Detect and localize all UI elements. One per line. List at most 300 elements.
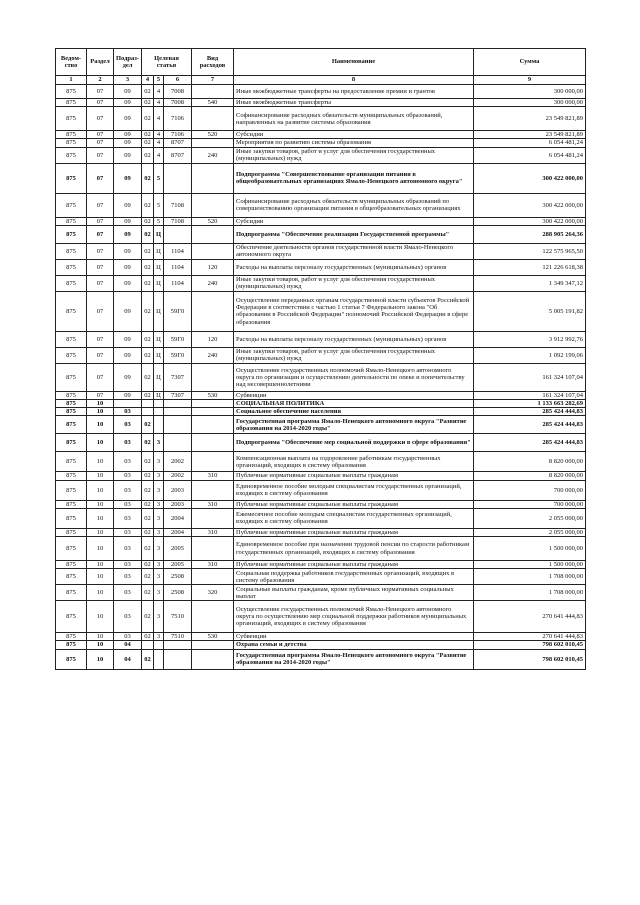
cell-subprogram-code: Ц [154, 291, 164, 331]
cell-naimenovanie: Иные межбюджетные трансферты на предоставление премии и грантов [234, 85, 474, 99]
cell-program-code: 02 [142, 225, 154, 243]
cell-direction-code: 1104 [164, 275, 192, 291]
cell-podrazdel: 09 [114, 225, 142, 243]
cell-program-code: 02 [142, 193, 154, 217]
cell-vedomstvo: 875 [56, 217, 87, 225]
cell-vedomstvo: 875 [56, 585, 87, 601]
cell-razdel: 07 [87, 193, 114, 217]
column-index: 6 [164, 76, 192, 85]
cell-subprogram-code: 3 [154, 537, 164, 561]
cell-vedomstvo: 875 [56, 259, 87, 275]
table-row [56, 225, 586, 243]
table-row [56, 275, 586, 291]
cell-direction-code: 2002 [164, 452, 192, 472]
cell-subprogram-code: 3 [154, 569, 164, 585]
cell-podrazdel: 09 [114, 147, 142, 163]
table-row [56, 331, 586, 347]
cell-naimenovanie: Социальные выплаты гражданам, кроме публичных нормативных социальных выплат [234, 585, 474, 601]
header-razdel: Раздел [87, 49, 114, 76]
cell-direction-code: 2508 [164, 569, 192, 585]
cell-direction-code: 1104 [164, 259, 192, 275]
cell-summa: 1 349 347,12 [474, 275, 586, 291]
cell-program-code: 02 [142, 217, 154, 225]
header-vid-rashodov: Вид расходов [192, 49, 234, 76]
cell-direction-code: 7008 [164, 99, 192, 107]
cell-razdel: 07 [87, 363, 114, 391]
cell-summa: 122 575 965,50 [474, 243, 586, 259]
cell-summa: 161 324 107,04 [474, 391, 586, 399]
cell-direction-code: 7008 [164, 85, 192, 99]
cell-naimenovanie: Публичные нормативные социальные выплаты гражданам [234, 472, 474, 480]
cell-direction-code [164, 408, 192, 416]
table-row [56, 500, 586, 508]
cell-vid-rashodov: 240 [192, 347, 234, 363]
cell-naimenovanie: СОЦИАЛЬНАЯ ПОЛИТИКА [234, 400, 474, 408]
cell-program-code: 02 [142, 434, 154, 452]
table-row [56, 601, 586, 633]
cell-podrazdel: 09 [114, 217, 142, 225]
cell-subprogram-code: 4 [154, 139, 164, 147]
cell-summa: 5 005 191,82 [474, 291, 586, 331]
cell-subprogram-code: 4 [154, 107, 164, 131]
cell-razdel: 07 [87, 99, 114, 107]
cell-subprogram-code: 3 [154, 500, 164, 508]
cell-razdel: 07 [87, 347, 114, 363]
cell-podrazdel [114, 400, 142, 408]
cell-direction-code: 1104 [164, 243, 192, 259]
cell-vedomstvo: 875 [56, 452, 87, 472]
cell-subprogram-code: 3 [154, 561, 164, 569]
column-index-row [56, 76, 586, 85]
cell-vid-rashodov [192, 400, 234, 408]
cell-direction-code [164, 416, 192, 434]
cell-vedomstvo: 875 [56, 275, 87, 291]
cell-vid-rashodov [192, 434, 234, 452]
cell-direction-code: 7510 [164, 633, 192, 641]
cell-program-code: 02 [142, 147, 154, 163]
cell-naimenovanie: Осуществление переданных органам государственной власти субъектов Российской Федерации в соответствии с частью 1 статьи 7 Федерального закона "Об образовании в Российской Федерации" полномочий Российской Федерации в сфере образования [234, 291, 474, 331]
cell-naimenovanie: Охрана семьи и детства [234, 641, 474, 649]
cell-podrazdel: 09 [114, 99, 142, 107]
cell-naimenovanie: Субсидии [234, 131, 474, 139]
cell-subprogram-code: 4 [154, 85, 164, 99]
cell-subprogram-code: 4 [154, 147, 164, 163]
cell-razdel: 10 [87, 601, 114, 633]
cell-vid-rashodov: 320 [192, 585, 234, 601]
cell-vedomstvo: 875 [56, 131, 87, 139]
cell-direction-code [164, 649, 192, 669]
cell-vid-rashodov: 310 [192, 561, 234, 569]
cell-direction-code: 59Г0 [164, 331, 192, 347]
cell-subprogram-code: 4 [154, 131, 164, 139]
table-row [56, 347, 586, 363]
table-row [56, 452, 586, 472]
cell-podrazdel: 09 [114, 163, 142, 193]
cell-subprogram-code: 3 [154, 452, 164, 472]
cell-razdel: 10 [87, 480, 114, 500]
header-summa: Сумма [474, 49, 586, 76]
cell-razdel: 07 [87, 107, 114, 131]
cell-razdel: 10 [87, 408, 114, 416]
cell-vid-rashodov [192, 416, 234, 434]
cell-naimenovanie: Субвенции [234, 391, 474, 399]
table-row [56, 408, 586, 416]
column-index: 8 [234, 76, 474, 85]
cell-naimenovanie: Подпрограмма "Совершенствование организации питания в общеобразовательных организациях Ямало-Ненецкого автономного округа" [234, 163, 474, 193]
table-row [56, 147, 586, 163]
cell-razdel: 10 [87, 649, 114, 669]
table-row [56, 641, 586, 649]
cell-podrazdel: 03 [114, 434, 142, 452]
cell-program-code: 02 [142, 633, 154, 641]
cell-razdel: 07 [87, 225, 114, 243]
cell-podrazdel: 09 [114, 391, 142, 399]
table-row [56, 391, 586, 399]
cell-vid-rashodov: 540 [192, 99, 234, 107]
cell-podrazdel: 03 [114, 537, 142, 561]
table-row [56, 107, 586, 131]
cell-podrazdel: 09 [114, 85, 142, 99]
cell-subprogram-code [154, 408, 164, 416]
cell-program-code: 02 [142, 107, 154, 131]
cell-razdel: 10 [87, 500, 114, 508]
cell-summa: 161 324 107,04 [474, 363, 586, 391]
cell-program-code: 02 [142, 472, 154, 480]
table-row [56, 508, 586, 528]
table-row [56, 434, 586, 452]
cell-podrazdel: 04 [114, 641, 142, 649]
cell-razdel: 07 [87, 131, 114, 139]
table-row [56, 259, 586, 275]
cell-program-code: 02 [142, 508, 154, 528]
table-row [56, 649, 586, 669]
cell-summa: 2 055 000,00 [474, 508, 586, 528]
cell-subprogram-code: Ц [154, 225, 164, 243]
cell-naimenovanie: Публичные нормативные социальные выплаты гражданам [234, 561, 474, 569]
cell-vedomstvo: 875 [56, 193, 87, 217]
cell-subprogram-code: Ц [154, 363, 164, 391]
cell-subprogram-code: 5 [154, 193, 164, 217]
cell-naimenovanie: Государственная программа Ямало-Ненецкого автономного округа "Развитие образования на 2014-2020 годы" [234, 416, 474, 434]
cell-summa: 300 422 000,00 [474, 193, 586, 217]
cell-naimenovanie: Субвенции [234, 633, 474, 641]
cell-program-code [142, 408, 154, 416]
cell-razdel: 07 [87, 217, 114, 225]
cell-podrazdel: 03 [114, 472, 142, 480]
table-row [56, 480, 586, 500]
header-podrazdel: Подраз-дел [114, 49, 142, 76]
cell-subprogram-code: 3 [154, 633, 164, 641]
cell-program-code: 02 [142, 259, 154, 275]
cell-vedomstvo: 875 [56, 99, 87, 107]
cell-vedomstvo: 875 [56, 347, 87, 363]
cell-direction-code: 2003 [164, 480, 192, 500]
cell-summa: 700 000,00 [474, 480, 586, 500]
cell-vedomstvo: 875 [56, 561, 87, 569]
cell-vedomstvo: 875 [56, 331, 87, 347]
cell-naimenovanie: Подпрограмма "Обеспечение мер социальной поддержки в сфере образования" [234, 434, 474, 452]
cell-vedomstvo: 875 [56, 472, 87, 480]
cell-summa: 2 055 000,00 [474, 528, 586, 536]
cell-naimenovanie: Социальная поддержка работников государственных организаций, входящих в систему образования [234, 569, 474, 585]
cell-naimenovanie: Иные закупки товаров, работ и услуг для обеспечения государственных (муниципальных) нужд [234, 275, 474, 291]
cell-vedomstvo: 875 [56, 528, 87, 536]
cell-vedomstvo: 875 [56, 147, 87, 163]
cell-podrazdel: 09 [114, 331, 142, 347]
cell-naimenovanie: Софинансирование расходных обязательств муниципальных образований по совершенствованию организации питания в общеобразовательных организациях [234, 193, 474, 217]
cell-direction-code: 59Г0 [164, 291, 192, 331]
cell-razdel: 07 [87, 163, 114, 193]
cell-podrazdel: 09 [114, 243, 142, 259]
cell-summa: 300 000,00 [474, 99, 586, 107]
cell-summa: 798 602 010,45 [474, 641, 586, 649]
cell-vedomstvo: 875 [56, 500, 87, 508]
cell-direction-code: 2004 [164, 528, 192, 536]
cell-direction-code: 7108 [164, 193, 192, 217]
cell-direction-code: 8707 [164, 139, 192, 147]
cell-razdel: 10 [87, 641, 114, 649]
cell-razdel: 10 [87, 400, 114, 408]
cell-direction-code: 7106 [164, 107, 192, 131]
cell-razdel: 10 [87, 633, 114, 641]
cell-summa: 6 054 481,24 [474, 139, 586, 147]
table-row [56, 633, 586, 641]
cell-naimenovanie: Государственная программа Ямало-Ненецкого автономного округа "Развитие образования на 2014-2020 годы" [234, 649, 474, 669]
cell-vedomstvo: 875 [56, 225, 87, 243]
cell-podrazdel: 09 [114, 193, 142, 217]
cell-subprogram-code: 3 [154, 434, 164, 452]
cell-naimenovanie: Иные закупки товаров, работ и услуг для обеспечения государственных (муниципальных) нужд [234, 347, 474, 363]
cell-summa: 121 226 618,38 [474, 259, 586, 275]
cell-vid-rashodov: 520 [192, 217, 234, 225]
cell-summa: 1 708 000,00 [474, 569, 586, 585]
cell-razdel: 10 [87, 561, 114, 569]
header-naimenovanie: Наименование [234, 49, 474, 76]
cell-program-code: 02 [142, 291, 154, 331]
cell-program-code: 02 [142, 649, 154, 669]
table-row [56, 585, 586, 601]
cell-summa: 1 092 199,06 [474, 347, 586, 363]
cell-summa: 1 133 663 282,69 [474, 400, 586, 408]
cell-subprogram-code: Ц [154, 259, 164, 275]
cell-vedomstvo: 875 [56, 601, 87, 633]
cell-summa: 300 422 000,00 [474, 163, 586, 193]
table-row [56, 85, 586, 99]
table-row [56, 528, 586, 536]
cell-razdel: 07 [87, 275, 114, 291]
cell-program-code: 02 [142, 391, 154, 399]
cell-summa: 300 422 000,00 [474, 217, 586, 225]
cell-subprogram-code: 3 [154, 480, 164, 500]
cell-naimenovanie: Иные межбюджетные трансферты [234, 99, 474, 107]
cell-direction-code: 8707 [164, 147, 192, 163]
table-row [56, 291, 586, 331]
cell-razdel: 07 [87, 291, 114, 331]
column-index: 5 [154, 76, 164, 85]
cell-vedomstvo: 875 [56, 480, 87, 500]
cell-vid-rashodov: 520 [192, 131, 234, 139]
cell-summa: 6 054 481,24 [474, 147, 586, 163]
cell-naimenovanie: Осуществление государственных полномочий Ямало-Ненецкого автономного округа по организации и осуществлению деятельности по опеке и попечительству над несовершеннолетними [234, 363, 474, 391]
cell-podrazdel: 09 [114, 275, 142, 291]
column-index: 7 [192, 76, 234, 85]
cell-vedomstvo: 875 [56, 649, 87, 669]
cell-razdel: 07 [87, 391, 114, 399]
cell-vid-rashodov [192, 601, 234, 633]
cell-razdel: 10 [87, 416, 114, 434]
cell-naimenovanie: Иные закупки товаров, работ и услуг для обеспечения государственных (муниципальных) нужд [234, 147, 474, 163]
cell-program-code: 02 [142, 243, 154, 259]
cell-program-code: 02 [142, 139, 154, 147]
cell-naimenovanie: Обеспечение деятельности органов государственной власти Ямало-Ненецкого автономного округа [234, 243, 474, 259]
table-body [56, 85, 586, 670]
cell-razdel: 10 [87, 452, 114, 472]
cell-vedomstvo: 875 [56, 508, 87, 528]
cell-program-code: 02 [142, 131, 154, 139]
cell-summa: 270 641 444,83 [474, 601, 586, 633]
table-row [56, 400, 586, 408]
cell-podrazdel: 09 [114, 139, 142, 147]
cell-program-code: 02 [142, 500, 154, 508]
cell-subprogram-code: Ц [154, 391, 164, 399]
column-index: 3 [114, 76, 142, 85]
cell-podrazdel: 03 [114, 585, 142, 601]
cell-subprogram-code [154, 416, 164, 434]
cell-summa: 285 424 444,83 [474, 434, 586, 452]
cell-podrazdel: 09 [114, 107, 142, 131]
cell-direction-code: 2004 [164, 508, 192, 528]
cell-podrazdel: 09 [114, 291, 142, 331]
cell-podrazdel: 03 [114, 528, 142, 536]
cell-vedomstvo: 875 [56, 107, 87, 131]
cell-razdel: 10 [87, 585, 114, 601]
cell-subprogram-code: 5 [154, 217, 164, 225]
cell-naimenovanie: Расходы на выплаты персоналу государственных (муниципальных) органов [234, 331, 474, 347]
cell-summa: 285 424 444,83 [474, 416, 586, 434]
column-index: 4 [142, 76, 154, 85]
cell-subprogram-code: Ц [154, 275, 164, 291]
cell-summa: 285 424 444,83 [474, 408, 586, 416]
cell-direction-code: 7108 [164, 217, 192, 225]
cell-vid-rashodov: 120 [192, 259, 234, 275]
table-row [56, 217, 586, 225]
cell-naimenovanie: Ежемесячное пособие молодым специалистам государственных организаций, входящих в систему образования [234, 508, 474, 528]
cell-vedomstvo: 875 [56, 391, 87, 399]
cell-naimenovanie: Софинансирование расходных обязательств муниципальных образований, направленных на развитие системы образования [234, 107, 474, 131]
cell-direction-code: 7510 [164, 601, 192, 633]
cell-vedomstvo: 875 [56, 363, 87, 391]
cell-direction-code: 7307 [164, 363, 192, 391]
cell-subprogram-code: Ц [154, 243, 164, 259]
cell-razdel: 10 [87, 508, 114, 528]
cell-direction-code [164, 641, 192, 649]
cell-summa: 3 912 992,76 [474, 331, 586, 347]
cell-vedomstvo: 875 [56, 641, 87, 649]
cell-direction-code [164, 434, 192, 452]
cell-vedomstvo: 875 [56, 400, 87, 408]
cell-program-code: 02 [142, 601, 154, 633]
cell-vid-rashodov [192, 291, 234, 331]
table-row [56, 139, 586, 147]
cell-direction-code: 2005 [164, 561, 192, 569]
cell-direction-code: 2002 [164, 472, 192, 480]
cell-vedomstvo: 875 [56, 139, 87, 147]
cell-program-code: 02 [142, 85, 154, 99]
cell-summa: 1 708 000,00 [474, 585, 586, 601]
cell-program-code: 02 [142, 480, 154, 500]
cell-summa: 23 549 821,89 [474, 107, 586, 131]
cell-vedomstvo: 875 [56, 537, 87, 561]
cell-podrazdel: 03 [114, 633, 142, 641]
table-row [56, 569, 586, 585]
cell-vid-rashodov: 530 [192, 391, 234, 399]
cell-vid-rashodov: 530 [192, 633, 234, 641]
cell-vedomstvo: 875 [56, 291, 87, 331]
cell-podrazdel: 04 [114, 649, 142, 669]
cell-program-code: 02 [142, 569, 154, 585]
cell-naimenovanie: Осуществление государственных полномочий Ямало-Ненецкого автономного округа по осуществлению мер социальной поддержки работников муниципальных организаций, входящих в систему образования [234, 601, 474, 633]
cell-program-code: 02 [142, 585, 154, 601]
cell-vedomstvo: 875 [56, 434, 87, 452]
cell-naimenovanie: Единовременное пособие молодым специалистам государственных организаций, входящих в систему образования [234, 480, 474, 500]
cell-vedomstvo: 875 [56, 163, 87, 193]
cell-summa: 798 602 010,45 [474, 649, 586, 669]
cell-program-code: 02 [142, 416, 154, 434]
cell-program-code [142, 400, 154, 408]
cell-podrazdel: 03 [114, 480, 142, 500]
cell-vid-rashodov: 310 [192, 528, 234, 536]
cell-vid-rashodov [192, 641, 234, 649]
cell-vid-rashodov [192, 163, 234, 193]
cell-vedomstvo: 875 [56, 416, 87, 434]
cell-summa: 700 000,00 [474, 500, 586, 508]
cell-summa: 23 549 821,89 [474, 131, 586, 139]
cell-razdel: 10 [87, 528, 114, 536]
cell-subprogram-code: 4 [154, 99, 164, 107]
cell-naimenovanie: Публичные нормативные социальные выплаты гражданам [234, 528, 474, 536]
cell-direction-code: 2508 [164, 585, 192, 601]
cell-subprogram-code: 5 [154, 163, 164, 193]
cell-subprogram-code: Ц [154, 331, 164, 347]
table-row [56, 416, 586, 434]
column-index: 1 [56, 76, 87, 85]
cell-vid-rashodov: 120 [192, 331, 234, 347]
cell-vid-rashodov [192, 508, 234, 528]
cell-direction-code [164, 163, 192, 193]
cell-vid-rashodov [192, 107, 234, 131]
cell-program-code: 02 [142, 561, 154, 569]
cell-vid-rashodov: 310 [192, 500, 234, 508]
cell-direction-code: 7106 [164, 131, 192, 139]
cell-vid-rashodov [192, 452, 234, 472]
cell-podrazdel: 09 [114, 347, 142, 363]
cell-summa: 270 641 444,83 [474, 633, 586, 641]
cell-vedomstvo: 875 [56, 408, 87, 416]
table-row [56, 243, 586, 259]
table-row [56, 561, 586, 569]
cell-vid-rashodov [192, 225, 234, 243]
table-row [56, 131, 586, 139]
table-row [56, 163, 586, 193]
header-celevaya-statya: Целевая статья [142, 49, 192, 76]
cell-subprogram-code: 3 [154, 528, 164, 536]
budget-table [55, 48, 586, 670]
cell-podrazdel: 03 [114, 569, 142, 585]
cell-subprogram-code [154, 649, 164, 669]
cell-program-code: 02 [142, 452, 154, 472]
cell-subprogram-code: 3 [154, 585, 164, 601]
cell-vid-rashodov: 310 [192, 472, 234, 480]
